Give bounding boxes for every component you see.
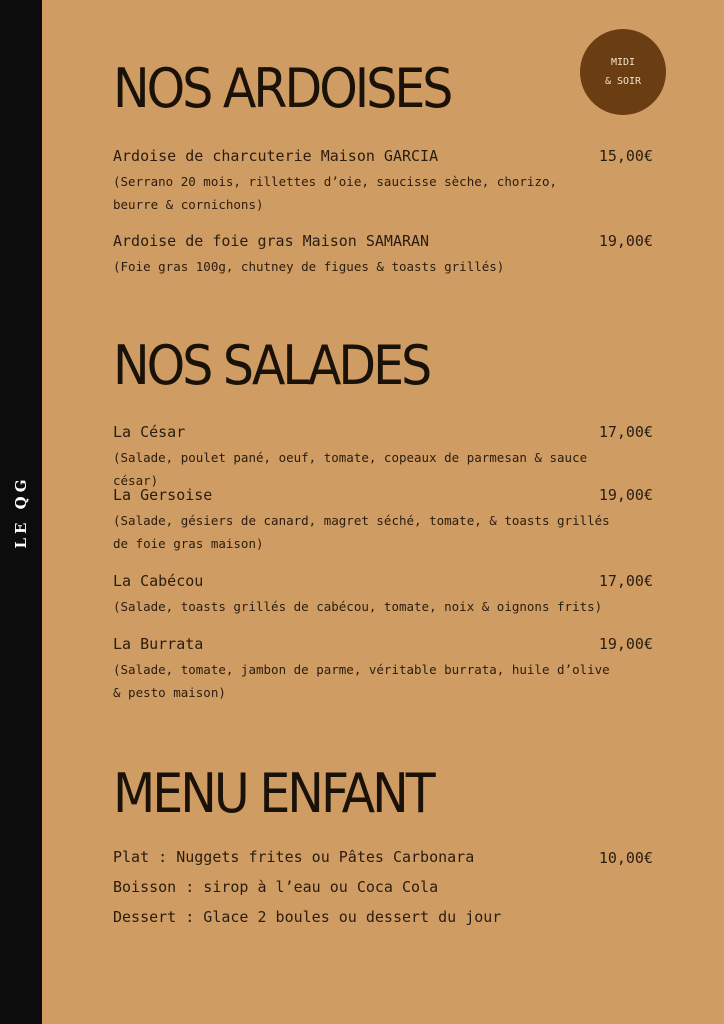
item-description xyxy=(113,255,633,278)
description-line: (Foie gras 100g, chutney de figues & toasts grillés) xyxy=(113,259,505,274)
description-line: (Salade, gésiers de canard, magret séché, tomate, & toasts grillés xyxy=(113,513,610,528)
item-price: 17,00€ xyxy=(598,423,653,441)
menu-item xyxy=(113,485,653,555)
badge-line-1: MIDI xyxy=(610,57,636,68)
menu-item xyxy=(113,571,653,618)
brand-label: LE QG xyxy=(12,475,30,549)
item-price: 19,00€ xyxy=(598,486,653,504)
section-title-ardoises: NOS ARDOISES xyxy=(113,57,451,121)
menu-item xyxy=(113,146,653,216)
section-title-salades: NOS SALADES xyxy=(113,334,430,398)
description-line: (Salade, tomate, jambon de parme, véritable burrata, huile d’olive xyxy=(113,662,610,677)
item-description xyxy=(113,170,633,216)
item-name: Ardoise de charcuterie Maison GARCIA xyxy=(113,147,439,165)
item-description xyxy=(113,595,633,618)
menu-enfant-line: Dessert : Glace 2 boules ou dessert du jour xyxy=(113,908,502,926)
item-price: 17,00€ xyxy=(598,572,653,590)
description-line: (Serrano 20 mois, rillettes d’oie, saucisse sèche, chorizo, xyxy=(113,174,558,189)
menu-enfant-line: Boisson : sirop à l’eau ou Coca Cola xyxy=(113,878,439,896)
item-name: Ardoise de foie gras Maison SAMARAN xyxy=(113,232,430,250)
item-name: La Burrata xyxy=(113,635,204,653)
menu-enfant-line: Plat : Nuggets frites ou Pâtes Carbonara xyxy=(113,848,475,866)
item-price: 15,00€ xyxy=(598,147,653,165)
side-strip xyxy=(0,0,42,1024)
item-description xyxy=(113,509,633,555)
item-name: La Gersoise xyxy=(113,486,213,504)
description-line: (Salade, toasts grillés de cabécou, tomate, noix & oignons frits) xyxy=(113,599,603,614)
menu-item xyxy=(113,634,653,704)
menu-item xyxy=(113,422,653,492)
item-price: 19,00€ xyxy=(598,232,653,250)
item-price: 10,00€ xyxy=(598,849,653,867)
section-title-enfant: MENU ENFANT xyxy=(113,762,433,826)
item-name: La César xyxy=(113,423,186,441)
item-name: La Cabécou xyxy=(113,572,204,590)
description-line: de foie gras maison) xyxy=(113,536,264,551)
service-badge xyxy=(580,29,666,115)
description-line: (Salade, poulet pané, oeuf, tomate, copeaux de parmesan & sauce césar) xyxy=(113,450,588,488)
item-description xyxy=(113,658,633,704)
badge-line-2: & SOIR xyxy=(604,76,642,87)
item-price: 19,00€ xyxy=(598,635,653,653)
description-line: & pesto maison) xyxy=(113,685,226,700)
menu-item xyxy=(113,231,653,278)
description-line: beurre & cornichons) xyxy=(113,197,264,212)
